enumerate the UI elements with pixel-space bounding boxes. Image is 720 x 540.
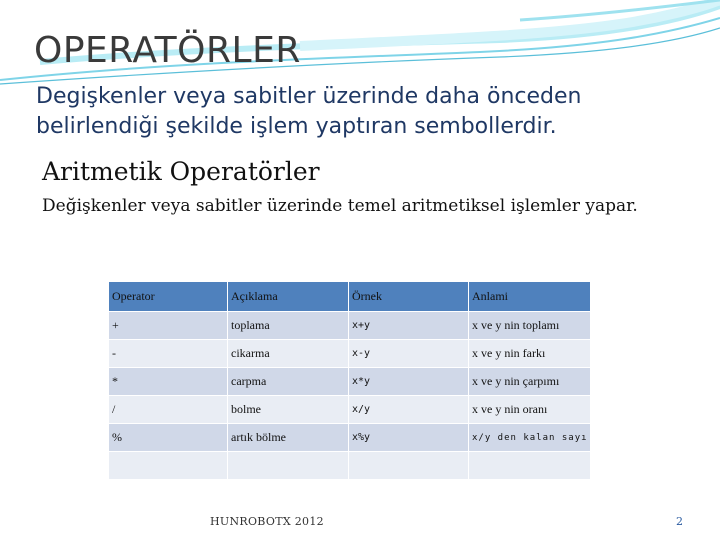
slide-title: OPERATÖRLER <box>34 30 301 71</box>
cell-aciklama: cikarma <box>228 340 349 368</box>
cell-ornek <box>349 452 469 480</box>
intro-paragraph: Degişkenler veya sabitler üzerinde daha önceden belirlendiği şekilde işlem yaptıran sembollerdir. <box>36 84 582 139</box>
cell-operator: - <box>109 340 228 368</box>
cell-aciklama: artık bölme <box>228 424 349 452</box>
cell-anlami: x ve y nin toplamı <box>469 312 591 340</box>
cell-aciklama: toplama <box>228 312 349 340</box>
cell-aciklama: carpma <box>228 368 349 396</box>
table-row <box>109 368 591 396</box>
cell-anlami: x ve y nin farkı <box>469 340 591 368</box>
cell-aciklama: bolme <box>228 396 349 424</box>
header-anlami: Anlami <box>469 282 591 312</box>
table-row <box>109 340 591 368</box>
header-ornek: Örnek <box>349 282 469 312</box>
operators-table <box>108 281 591 480</box>
cell-ornek: x%y <box>349 424 469 452</box>
table-row <box>109 396 591 424</box>
cell-anlami: x ve y nin çarpımı <box>469 368 591 396</box>
cell-ornek: x/y <box>349 396 469 424</box>
cell-anlami: x ve y nin oranı <box>469 396 591 424</box>
footer-author: HUNROBOTX 2012 <box>210 515 324 528</box>
cell-ornek: x*y <box>349 368 469 396</box>
cell-operator: % <box>109 424 228 452</box>
table-row <box>109 312 591 340</box>
cell-operator <box>109 452 228 480</box>
page-number: 2 <box>676 515 683 528</box>
cell-operator: * <box>109 368 228 396</box>
section-description: Değişkenler veya sabitler üzerinde temel aritmetiksel işlemler yapar. <box>42 196 638 216</box>
cell-operator: + <box>109 312 228 340</box>
header-aciklama: Açıklama <box>228 282 349 312</box>
cell-aciklama <box>228 452 349 480</box>
header-operator: Operator <box>109 282 228 312</box>
table-header-row <box>109 282 591 312</box>
cell-anlami <box>469 452 591 480</box>
table-row-empty <box>109 452 591 480</box>
section-heading: Aritmetik Operatörler <box>42 157 320 186</box>
cell-ornek: x+y <box>349 312 469 340</box>
cell-anlami: x/y den kalan sayı <box>469 424 591 452</box>
table-row <box>109 424 591 452</box>
cell-operator: / <box>109 396 228 424</box>
cell-ornek: x-y <box>349 340 469 368</box>
